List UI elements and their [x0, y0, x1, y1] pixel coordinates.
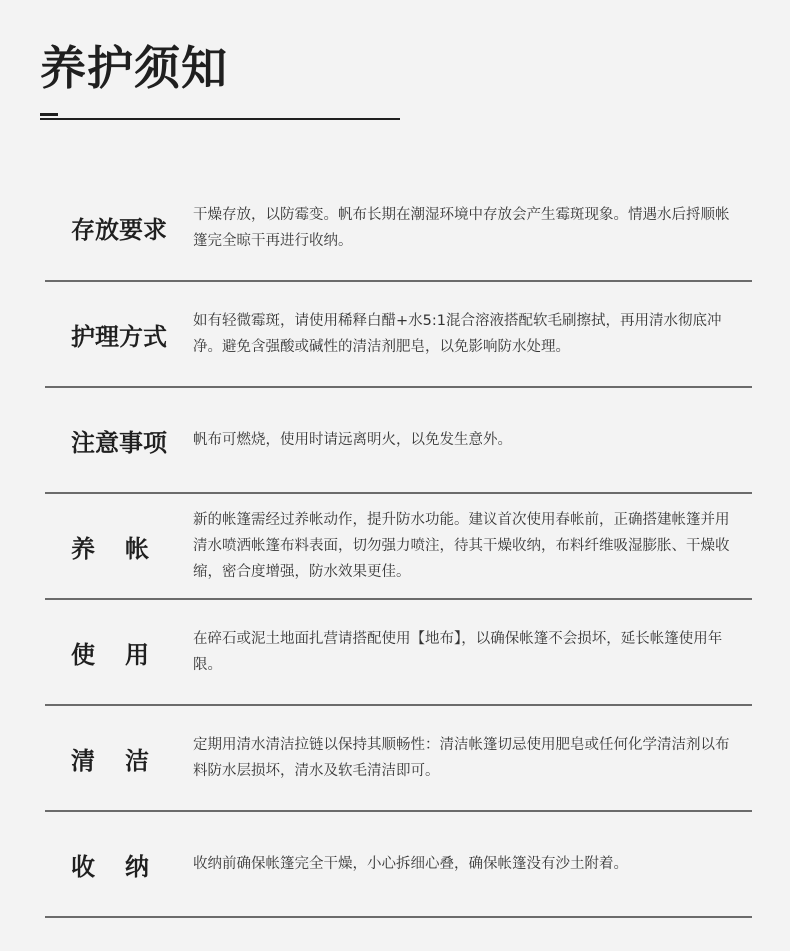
row-label: 养帐	[71, 534, 179, 563]
care-row-storage	[45, 175, 752, 282]
row-label: 使用	[71, 640, 179, 669]
row-description: 帆布可燃烧，使用时请远离明火，以免发生意外。	[193, 432, 512, 448]
row-label: 收纳	[71, 852, 179, 881]
row-description: 如有轻微霉斑，请使用稀释白醋+水5:1混合溶液搭配软毛刷擦拭，再用清水彻底冲净。避免含强酸或碱性的清洁剂肥皂，以免影响防水处理。	[193, 313, 722, 355]
row-description: 收纳前确保帐篷完全干燥，小心拆细心叠，确保帐篷没有沙土附着。	[193, 856, 628, 872]
care-row-cleaning	[45, 706, 752, 812]
row-description: 定期用清水清洁拉链以保持其顺畅性：清洁帐篷切忌使用肥皂或任何化学清洁剂以布料防水层损坏，清水及软毛清洁即可。	[193, 737, 730, 779]
care-row-packing	[45, 812, 752, 918]
title-underline-divider	[40, 118, 400, 120]
title-accent-divider	[40, 113, 58, 116]
row-label: 护理方式	[71, 322, 167, 351]
care-row-precautions	[45, 388, 752, 494]
row-description: 干燥存放，以防霉变。帆布长期在潮湿环境中存放会产生霉斑现象。情遇水后捋顺帐篷完全晾干再进行收纳。	[193, 206, 730, 249]
care-instructions-table	[45, 175, 752, 918]
care-row-usage	[45, 600, 752, 706]
row-label: 存放要求	[71, 216, 167, 244]
row-label: 注意事项	[71, 428, 167, 457]
care-row-seasoning	[45, 494, 752, 600]
row-label: 清洁	[71, 746, 179, 775]
row-description: 在碎石或泥土地面扎营请搭配使用【地布】，以确保帐篷不会损坏，延长帐篷使用年限。	[193, 631, 723, 673]
row-description: 新的帐篷需经过养帐动作，提升防水功能。建议首次使用春帐前，正确搭建帐篷并用清水喷洒帐篷布料表面，切勿强力喷注，待其干燥收纳，布料纤维吸湿膨胀、干燥收缩，密合度增强，防水效果更佳。	[193, 512, 730, 580]
care-row-maintenance	[45, 282, 752, 388]
page-title: 养护须知	[40, 41, 228, 95]
